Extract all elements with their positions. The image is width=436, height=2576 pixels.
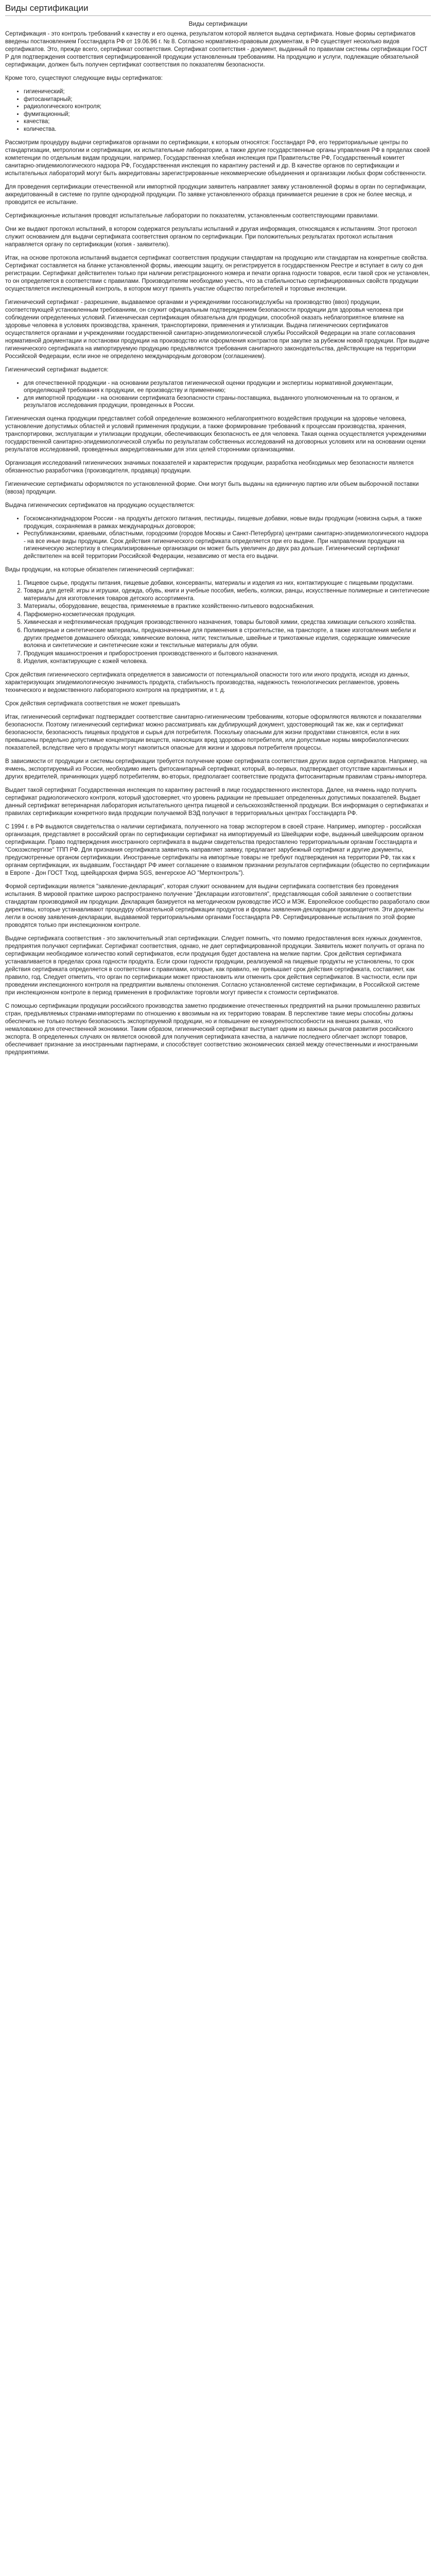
page bbox=[0, 0, 436, 1073]
bullet-list bbox=[5, 380, 431, 410]
list-item: 8. Изделия, контактирующие с кожей человека. bbox=[24, 658, 431, 666]
paragraph: Для проведения сертификации отечественной или импортной продукции заявитель направляет заявку установленной формы в орган по сертификации, аккредитованный в системе по группе однородной продукции. По заявке установленного образца принимается решение в срок не более месяца, и проводится ее испытание. bbox=[5, 183, 427, 206]
list-item: 3. Материалы, оборудование, вещества, применяемые в практике хозяйственно-питьевого водоснабжения. bbox=[24, 603, 431, 611]
paragraph: С 1994 г. в РФ выдаются свидетельства о наличии сертификата, полученного на товар экспортером в своей стране. Например, импортер - российская организация, представляет в российский орган по сертификации сертификат на импортируемый из Швейцарии кофе, выданный швейцарским органом сертификации. Право подтверждения иностранного сертификата в выдачи свидетельства предоставлено территориальным органам Госстандарта и "Союзэкспертизе" ТПП РФ. Для признания сертификата заявитель направляет заявку, предлагает зарубежный сертификат и другие документы, предусмотренные органом сертификации. Иностранные сертификаты на импортные товары не требуют подтверждения на территории РФ, так как к органам сертификации, их выдавшим, Госстандарт РФ имеет соглашение о взаимном признании результатов сертификации (общество по сертификации в Европе - Дон ГОСТ Тход, щвейцарская фирма SGS, венгерское АО "Мертконтроль"). bbox=[5, 824, 430, 877]
paragraph: Гигиенические сертификаты оформляются по установленной форме. Они могут быть выданы на единичную партию или объем выборочной поставки (ввоза) продукции. bbox=[5, 481, 419, 495]
list-item: • гигиенический; bbox=[24, 88, 431, 96]
page-title: Виды сертификации bbox=[5, 3, 431, 16]
list-item: • Республиканскими, краевыми, областными, городскими (городов Москвы и Санкт-Петербурга) центрами санитарно-эпидемиологического надзора - на все иные виды продукции. Срок действия гигиенического сертификата определяется при его выдаче. При направлении продукции на гигиеническую экспертизу в специализированные организации он может быть увеличен до двух раз дольше. Гигиенический сертификат действителен на всей территории Российской Федерации, независимо от места его выдачи. bbox=[24, 530, 431, 560]
bullet-list bbox=[5, 88, 431, 133]
paragraph: Выдаче сертификата соответствия - это заключительный этап сертификации. Следует помнить, что помимо предоставления всех нужных документов, предприятия получают сертификат. Сертификат соответствия, однако, не дает сертифицированной продукции. Заявитель может получить от органа по сертификации необходимое количество копий сертификатов, если продукция будет доставлена на мелкие партии. Срок действия сертификата устанавливается в пределах срока годности продукта. Если сроки годности продукции, реализуемой на пищевые продукты не установлены, то срок действия сертификата определяется в соответствии с правилами, которые, как правило, не превышает срок действия сертификата, составляет, как правило, год. Следует отметить, что орган по сертификации может приостановить или отменить срок действия сертификатов. В частности, если при проведении инспекционного контроля на предприятии выявлены отклонения. Согласно установленной системе сертификации, в Российской системе при инспекционном контроле в период применения в профилактике торговли могут привести к стоимости сертификатов. bbox=[5, 936, 425, 996]
list-item: 6. Полимерные и синтетические материалы, предназначенные для применения в строительстве, на транспорте, а также изготовления мебели и других предметов домашнего обихода; химические волокна, нити; текстильные, швейные и трикотажные изделия, содержащие химические волокна и синтетические и синтетические кожи и текстильные материалы для обуви. bbox=[24, 627, 431, 650]
list-item: 4. Парфюмерно-косметическая продукция. bbox=[24, 611, 431, 619]
paragraph: Формой сертификации является "заявление-декларация", которая служит основанием для выдачи сертификата соответствия без проведения испытания. В мировой практике широко распространено получение "Декларации изготовителя", представляющая собой заявление о соответствии стандартам производимой им продукции. Декларация базируется на методическом руководстве ИСО и МЭК. Европейское сообщество разработало свои директивы, которые устанавливают процедуру обязательной сертификации продуктов и формы заявления-декларации производителя. Эти документы легли в основу заявления-декларации, выдаваемой территориальными органами Госстандарта РФ. Сертифицированные испытания по этой форме проводятся только при инспекционном контроле. bbox=[5, 884, 430, 929]
bullet-list bbox=[5, 515, 431, 561]
list-item: 7. Продукция машиностроения и приборостроения производственного и бытового назначения. bbox=[24, 650, 431, 658]
paragraph: С помощью сертификации продукции российского производства заметно продвижение отечественных предприятий на рынки промышленно развитых стран, предъявляемых странами-импортерами по отношению к ввозимым на их территорию товарам. В перспективе такие меры способны должны обеспечить не только полную безопасность экспортируемой продукции, но и повышение ее конкурентоспособности на внешних рынках, что немаловажно для отечественной экономики. Таким образом, гигиенический сертификат выступает одним из важных рычагов развития российского экспорта. В определенных случаях он является основой для получения сертификата качества, а наличие последнего облегчает экспорт товаров, обеспечивает признание за иностранными партнерами, и способствует соответствию экономических связей между отечественными и иностранными предприятиями. bbox=[5, 1003, 421, 1056]
list-item: • для импортной продукции - на основании сертификата безопасности страны-поставщика, выданного уполномоченным на то органом, и результатов исследования продукции, проведенных в России. bbox=[24, 395, 431, 410]
paragraph: Организация исследований гигиенических значимых показателей и характеристик продукции, разработка необходимых мер безопасности является обязанностью разработчика (производителя, продавца) продукции. bbox=[5, 460, 414, 474]
list-item: • радиологического контроля; bbox=[24, 103, 431, 111]
list-item: • для отечественной продукции - на основании результатов гигиенической оценки продукции и экспертизы нормативной документации, определяющей требования к продукции, ее производству и применению; bbox=[24, 380, 431, 395]
paragraph: Виды продукции, на которые обязателен гигиенический сертификат: bbox=[5, 566, 194, 573]
list-item: 1. Пищевое сырье, продукты питания, пищевые добавки, консерванты, материалы и изделия из них, контактирующие с пищевыми продуктами. bbox=[24, 580, 431, 587]
document-content bbox=[5, 20, 431, 1057]
paragraph: Кроме того, существуют следующие виды сертификатов: bbox=[5, 75, 163, 81]
list-item: • Госкомсанэпиднадзором России - на продукты детского питания, пестициды, пищевые добавки, новые виды продукции (новизна сырья, а также продукция, сохраняемая в рамках международных договоров; bbox=[24, 515, 431, 530]
paragraph: Итак, гигиенический сертификат подтверждает соответствие санитарно-гигиеническим требованиям, которые оформляются являются и показателями безопасности. Поэтому гигиенический сертификат можно рассматривать как дублирующий документ, удостоверяющий так же, как и сертификат безопасности, безопасность пищевых продуктов и сырья для потребителя. Поскольку опасными для жизни продуктами становятся, если в них превышены предельно допустимые концентрации веществ, наносящих вред здоровью потребителя, или допустимые нормы микробиологических показателей, вследствие чего в продукты могут накопиться опасные для жизни и здоровья потребителя процессы. bbox=[5, 714, 422, 752]
list-item: • качества; bbox=[24, 118, 431, 126]
paragraph: Сертификационные испытания проводят испытательные лаборатории по показателям, установленным соответствующими правилами. bbox=[5, 212, 379, 219]
document-subtitle: Виды сертификации bbox=[188, 20, 248, 27]
paragraph: Гигиенический сертификат выдается: bbox=[5, 366, 109, 373]
numbered-list bbox=[5, 580, 431, 666]
list-item: 5. Химическая и нефтехимическая продукция производственного назначения, товары бытовой химии, средства химизации сельского хозяйства. bbox=[24, 619, 431, 626]
paragraph: Они же выдают протокол испытаний, в котором содержатся результаты испытаний и другая информация, относящаяся к испытаниям. Этот протокол служит основанием для выдачи сертификата соответствия органом по сертификации. При положительных результатах протокол испытания направляется органу по сертификации (копия - заявителю). bbox=[5, 226, 417, 248]
paragraph: Гигиеническая оценка продукции представляет собой определение возможного неблагоприятного воздействия продукции на здоровье человека, установление допустимых областей и условий применения продукции, а также формирование требований к процессам производства, хранения, транспортировки, эксплуатации и утилизации продукции, обеспечивающих безопасность ее для человека. Такая оценка осуществляется учреждениями государственной санитарно-эпидемиологической службы по результатам собственных исследований на договорных условиях или на основании оценки результатов исследований, проведенных аккредитованными для этих целей сторонними организациями. bbox=[5, 415, 426, 453]
list-item: • количества. bbox=[24, 126, 431, 133]
paragraph: Срок действия гигиенического сертификата определяется в зависимости от потенциальной опасности того или иного продукта, исходя из данных, характеризующих эпидемиологическую значимость продукта, стабильность производства, надежность технологических регламентов, уровень технического и ведомственного лабораторного контроля на предприятии, и т. д. bbox=[5, 672, 410, 694]
paragraph: Сертификация - это контроль требований к качеству и его оценка, результатом которой является выдача сертификата. Новые формы сертификатов введены постановлением Госстандарта РФ от 19.06.96 г. № 8. Согласно нормативно-правовым документам, в РФ существует несколько видов сертификатов. Это, прежде всего, сертификат соответствия. Сертификат соответствия - документ, выданный по правилам системы сертификации ГОСТ Р для подтверждения соответствия сертифицированной продукции установленным требованиям. На продукцию и услуги, подлежащие обязательной сертификации, должен быть получен сертификат соответствия по показателям безопасности. bbox=[5, 31, 428, 68]
list-item: 2. Товары для детей: игры и игрушки, одежда, обувь, книги и учебные пособия, мебель, коляски, ранцы, искусственные полимерные и синтетические материалы для изготовления товаров детского ассортимента. bbox=[24, 587, 431, 602]
paragraph: Рассмотрим процедуру выдачи сертификатов органами по сертификации, к которым относятся: Госстандарт РФ, его территориальные центры по стандартизации, метрологии и сертификации, их испытательные лаборатории, а также другие государственные органы управления РФ в пределах своей компетенции по отдельным видам продукции, например, Государственная хлебная инспекция при Правительстве РФ, Государственный комитет санитарно-эпидемиологического надзора РФ, Государственная инспекция по карантину растений и др. В качестве органов по сертификации и испытательных лабораторий могут быть аккредитованы зарегистрированные некоммерческие объединения и организации любых форм собственности. bbox=[5, 139, 430, 177]
paragraph: Срок действия сертификата соответствия не может превышать bbox=[5, 701, 180, 707]
paragraph: Выдает такой сертификат Государственная инспекция по карантину растений в лице государственного инспектора. Далее, на ячмень надо получить сертификат радиологического контроля, который удостоверяет, что уровень радиации не превышает определенных допустимых показателей. Выдает данный сертификат ветеринарная лаборатория испытательного центра пищевой и сельскохозяйственной продукции. Вся информация о сертификатах и правилах сертификации конкретного вида продукции получаемой ВЭД получают в территориальных центрах Госстандарта РФ. bbox=[5, 787, 429, 817]
document-body bbox=[5, 30, 431, 1057]
paragraph: Выдача гигиенических сертификатов на продукцию осуществляется: bbox=[5, 502, 195, 509]
list-item: • фитосанитарный; bbox=[24, 96, 431, 104]
paragraph: В зависимости от продукции и системы сертификации требуется получение кроме сертификата соответствия других видов сертификатов. Например, на ячмень, экспортируемый из России, необходимо иметь фитосанитарный сертификат, который, во-первых, подтверждает отсутствие карантинных и других вредителей, причиняющих ущерб потребителям, во-вторых, предполагает соответствие продукта фитосанитарным правилам страны-импортера. bbox=[5, 758, 427, 781]
paragraph: Гигиенический сертификат - разрешение, выдаваемое органами и учреждениями госсанэпидслужбы на производство (ввоз) продукции, соответствующей установленным требованиям, он служит официальным подтверждением безопасности продукции для здоровья человека при соблюдении определенных условий. Гигиеническая сертификация обязательна для продукции, способной оказать неблагоприятное влияние на здоровье человека в условиях производства, хранения, транспортировки, применения и утилизации. Выдача гигиенических сертификатов осуществляется органами и учреждениями государственной санитарно-эпидемиологической службы Российской Федерации на этапе согласования нормативной документации и постановки продукции на производство или оформления контрактов при закупке за рубежом новой продукции. При выдаче гигиенического сертификата на импортируемую продукцию предъявляются требования санитарного законодательства, действующие на территории Российской Федерации, если иное не определено международным договором (соглашением). bbox=[5, 299, 430, 360]
list-item: • фумигационный; bbox=[24, 111, 431, 118]
paragraph: Итак, на основе протокола испытаний выдается сертификат соответствия продукции стандартам на продукцию или стандартам на конкретные свойства. Сертификат составляется на бланке установленной формы, имеющим защиту, он регистрируется в государственном Реестре и вступает в силу со дня регистрации. Сертификат действителен только при наличии регистрационного номера и печати органа годности товаров, если такой срок не установлен, то он определяется в соответствии с правилами. Производителям необходимо учесть, что за стабильностью сертифицированных свойств продукции осуществляется инспекционный контроль, в котором могут принять участие общество потребителей и торговые инспекции. bbox=[5, 255, 430, 292]
